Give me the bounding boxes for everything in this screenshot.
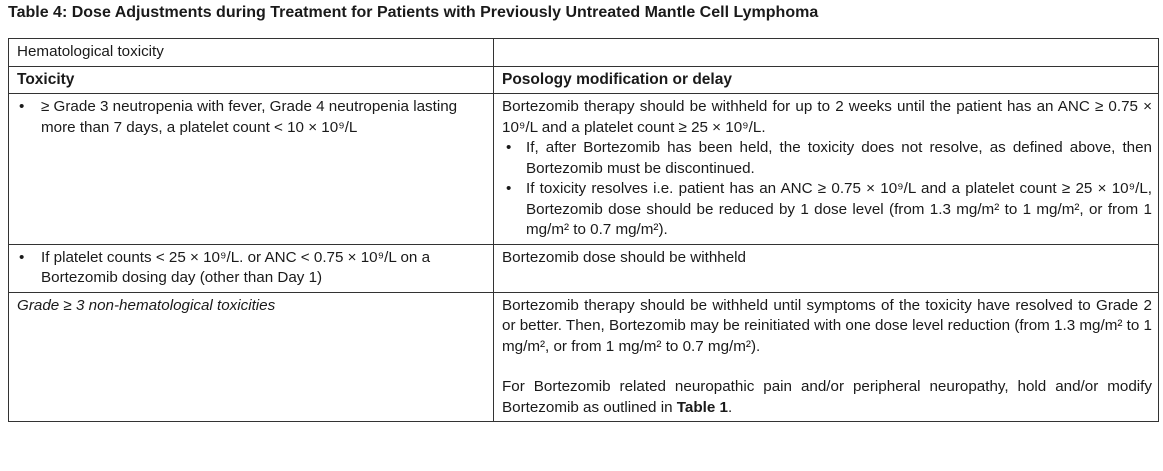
paragraph-gap [502,357,1152,377]
toxicity-cell [9,244,494,292]
header-row [9,66,1159,94]
table-row [9,292,1159,422]
neuropathy-text: For Bortezomib related neuropathic pain and/or peripheral neuropathy, hold and/or modify Bortezomib as outlined in [502,378,1152,416]
header-posology: Posology modification or delay [494,66,1159,94]
section-empty-cell [494,39,1159,67]
section-row [9,39,1159,67]
action-paragraph: Bortezomib therapy should be withheld until symptoms of the toxicity have resolved to Grade 2 or better. Then, Bortezomib may be reinitiated with one dose level reduction (from 1.3 mg/m² to 1 mg/m², or from 1 mg/m² to 0.7 mg/m²). [502,296,1152,355]
dose-adjustment-table [8,38,1159,422]
toxicity-list [17,248,487,289]
header-toxicity: Toxicity [9,66,494,94]
table-row [9,244,1159,292]
action-cell: Bortezomib dose should be withheld [494,244,1159,292]
action-paragraph-neuropathy [502,377,1152,418]
table-title: Table 4: Dose Adjustments during Treatment for Patients with Previously Untreated Mantle Cell Lymphoma [8,4,819,21]
action-sub-item: • If toxicity resolves i.e. patient has an ANC ≥ 0.75 × 10⁹/L and a platelet count ≥ 25 × 10⁹/L, Bortezomib dose should be reduced by 1 dose level (from 1.3 mg/m² to 1 mg/m², or from 1 mg/m² to 0.7 mg/m²). [502,179,1152,241]
table-1-reference: Table 1 [676,398,728,416]
toxicity-cell: Grade ≥ 3 non-hematological toxicities [9,292,494,422]
toxicity-cell [9,94,494,245]
sentence-end: . [727,398,733,416]
action-sub-list [502,138,1152,241]
action-cell [494,292,1159,422]
action-sub-item: • If, after Bortezomib has been held, the toxicity does not resolve, as defined above, then Bortezomib must be discontinued. [502,138,1152,179]
toxicity-list [17,97,487,138]
action-intro: Bortezomib therapy should be withheld for up to 2 weeks until the patient has an ANC ≥ 0.75 × 10⁹/L and a platelet count ≥ 25 × 10⁹/L. [502,98,1152,136]
toxicity-item: • ≥ Grade 3 neutropenia with fever, Grade 4 neutropenia lasting more than 7 days, a platelet count < 10 × 10⁹/L [17,97,487,138]
section-label: Hematological toxicity [9,39,494,67]
action-cell [494,94,1159,245]
toxicity-item: • If platelet counts < 25 × 10⁹/L. or ANC < 0.75 × 10⁹/L on a Bortezomib dosing day (other than Day 1) [17,248,487,289]
table-row [9,94,1159,245]
